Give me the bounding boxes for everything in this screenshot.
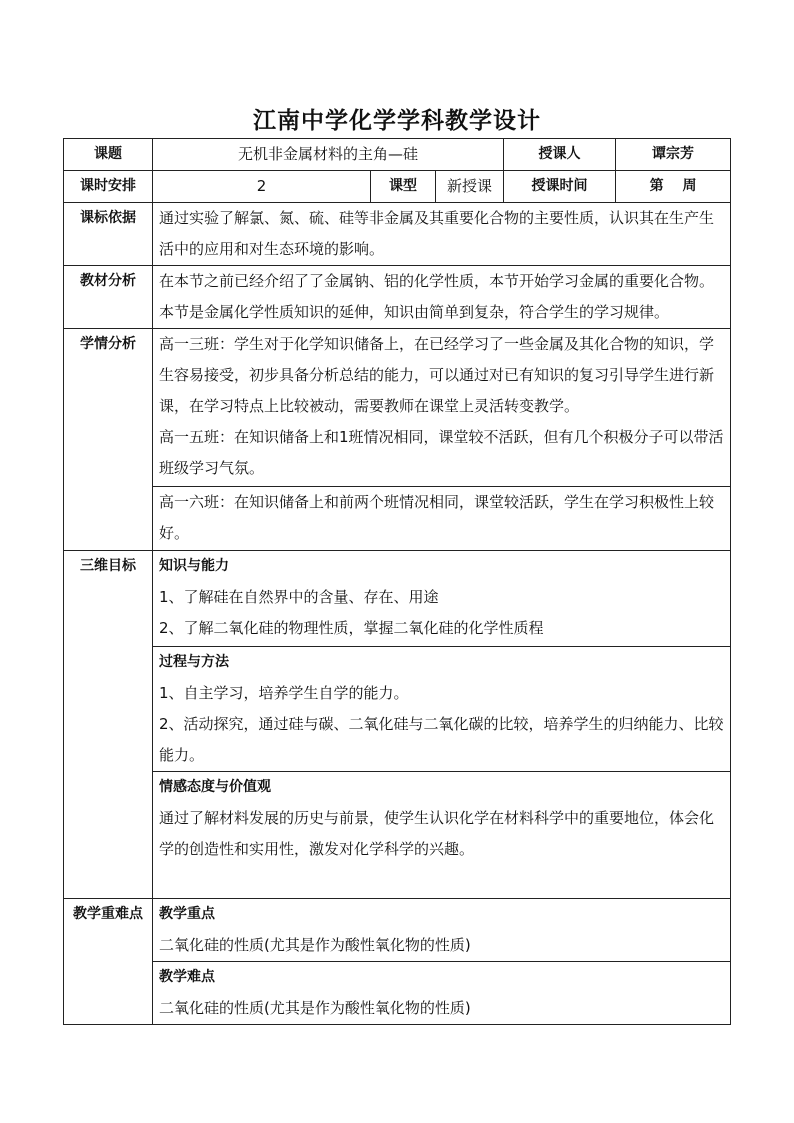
- schedule-row: [64, 171, 731, 203]
- students-class1: 高一三班：学生对于化学知识储备上，在已经学习了一些金属及其化合物的知识，学生容易接受，初步具备分析总结的能力，可以通过对已有知识的复习引导学生进行新课，在学习特点上比较被动，需要教师在课堂上灵活转变教学。: [159, 335, 715, 415]
- knowledge-item-1: 1、了解硅在自然界中的含量、存在、用途: [159, 588, 439, 606]
- topic-label: 课题: [64, 139, 153, 171]
- goals-process-row: [64, 647, 731, 772]
- hours-value: 2: [153, 171, 371, 203]
- document-title: 江南中学化学学科教学设计: [253, 107, 541, 134]
- difficulty-title: 教学难点: [159, 969, 215, 985]
- knowledge-item-2: 2、了解二氧化硅的物理性质，掌握二氧化硅的化学性质程: [159, 619, 544, 637]
- emotion-title: 情感态度与价值观: [159, 779, 271, 795]
- goals-label: 三维目标: [64, 551, 153, 899]
- students-class6: 高一六班：在知识储备上和前两个班情况相同，课堂较活跃，学生在学习积极性上较好。: [153, 487, 731, 551]
- standard-row: [64, 203, 731, 266]
- topic-row: [64, 139, 731, 171]
- students-row-1: [64, 329, 731, 487]
- teacher-value: 谭宗芳: [616, 139, 731, 171]
- textbook-row: [64, 266, 731, 329]
- hours-label: 课时安排: [64, 171, 153, 203]
- keypoints-difficulty-row: [64, 962, 731, 1025]
- textbook-label: 教材分析: [64, 266, 153, 329]
- standard-text: 通过实验了解氯、氮、硫、硅等非金属及其重要化合物的主要性质，认识其在生产生活中的应用和对生态环境的影响。: [153, 203, 731, 266]
- students-class5: 高一五班：在知识储备上和1班情况相同，课堂较不活跃，但有几个积极分子可以带活班级学习气氛。: [159, 428, 724, 477]
- process-item-1: 1、自主学习，培养学生自学的能力。: [159, 684, 409, 702]
- type-label: 课型: [371, 171, 436, 203]
- type-value: 新授课: [436, 171, 504, 203]
- topic-value: 无机非金属材料的主角—硅: [153, 139, 504, 171]
- difficulty-text: 二氧化硅的性质(尤其是作为酸性氧化物的性质): [159, 999, 471, 1017]
- keypoints-label: 教学重难点: [64, 899, 153, 1025]
- time-label: 授课时间: [504, 171, 616, 203]
- focus-text: 二氧化硅的性质(尤其是作为酸性氧化物的性质): [159, 936, 471, 954]
- focus-title: 教学重点: [159, 906, 215, 922]
- emotion-text: 通过了解材料发展的历史与前景，使学生认识化学在材料科学中的重要地位，体会化学的创造性和实用性，激发对化学科学的兴趣。: [159, 809, 715, 858]
- textbook-text: 在本节之前已经介绍了了金属钠、铝的化学性质，本节开始学习金属的重要化合物。本节是金属化学性质知识的延伸，知识由简单到复杂，符合学生的学习规律。: [153, 266, 731, 329]
- students-label: 学情分析: [64, 329, 153, 551]
- knowledge-title: 知识与能力: [159, 558, 229, 574]
- process-title: 过程与方法: [159, 654, 229, 670]
- process-item-2: 2、活动探究，通过硅与碳、二氧化硅与二氧化碳的比较，培养学生的归纳能力、比较能力。: [159, 715, 724, 764]
- time-value: 第 周: [616, 171, 731, 203]
- standard-label: 课标依据: [64, 203, 153, 266]
- teacher-label: 授课人: [504, 139, 616, 171]
- students-row-2: [64, 487, 731, 551]
- goals-knowledge-row: [64, 551, 731, 647]
- goals-emotion-row: [64, 772, 731, 899]
- lesson-plan-table: [63, 138, 731, 1025]
- keypoints-focus-row: [64, 899, 731, 962]
